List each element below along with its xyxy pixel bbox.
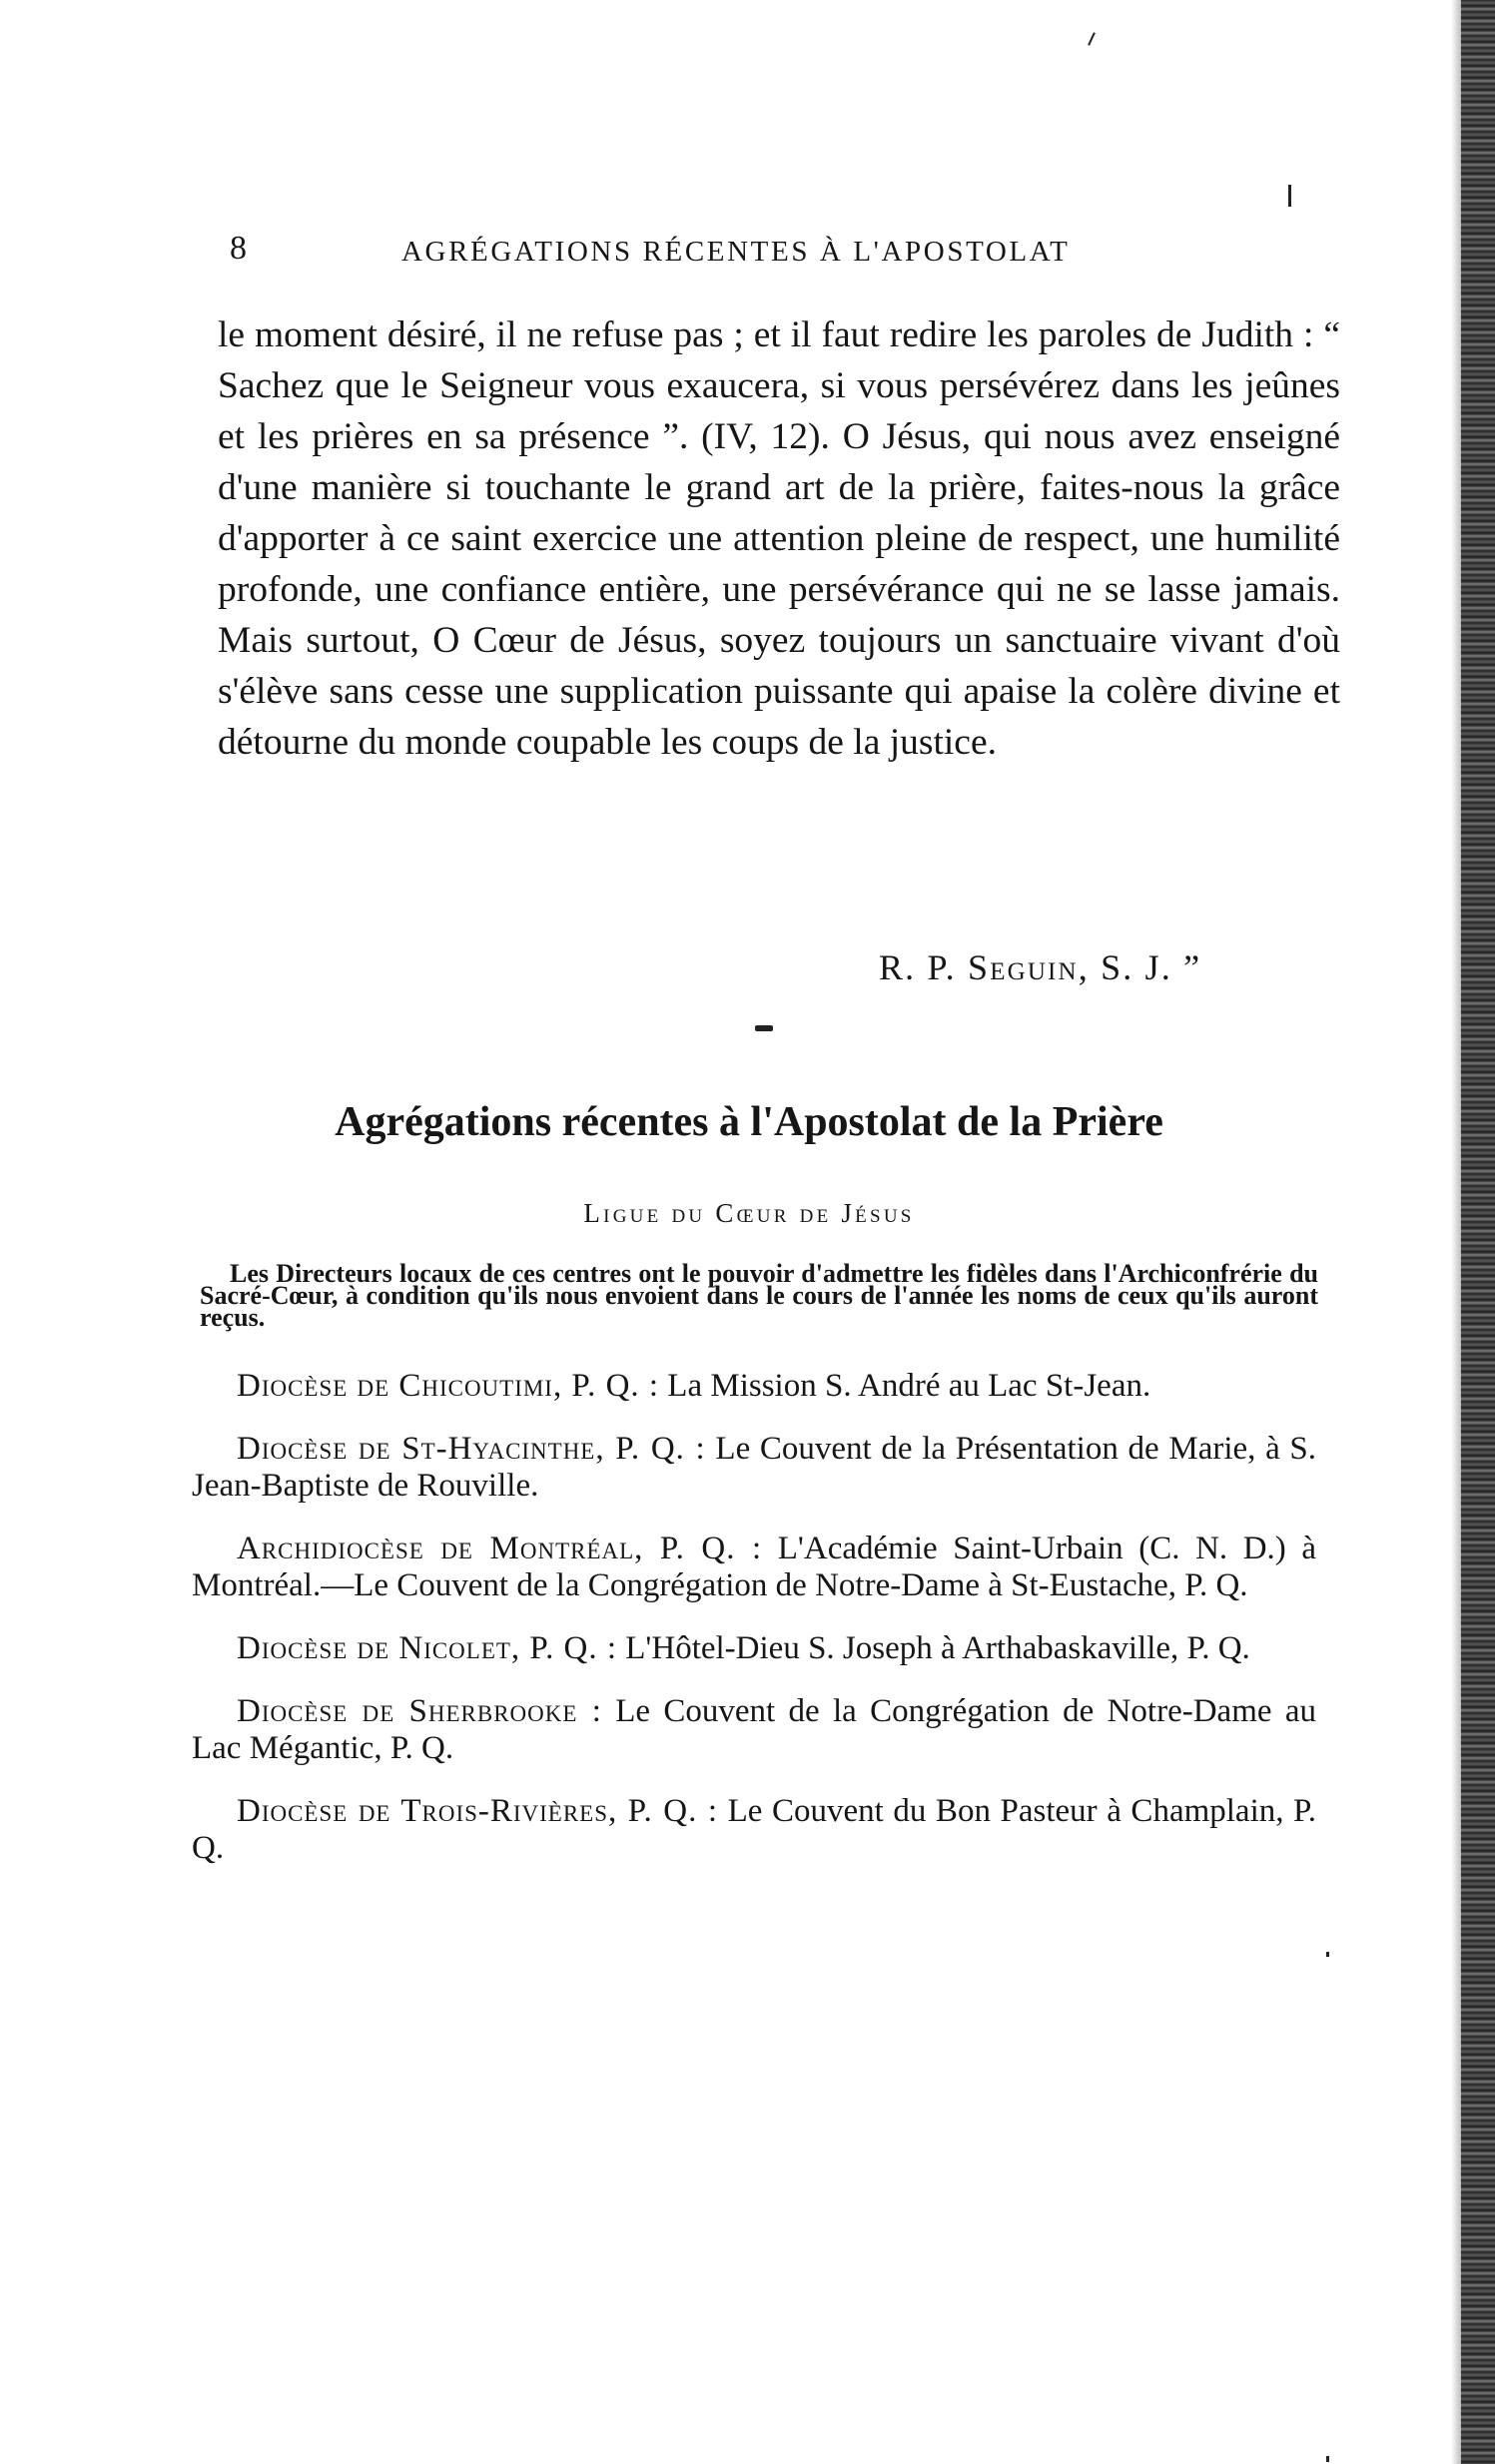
section-intro: Les Directeurs locaux de ces centres ont le pouvoir d'admettre les fidèles dans l'Archiconfrérie du Sacré-Cœur, à condition qu'ils nous envoient dans le cours de l'année les noms de ceux qu'ils auront reçus. xyxy=(200,1259,1318,1332)
page-number: 8 xyxy=(230,230,247,267)
ink-speck xyxy=(1288,185,1291,207)
section-title: Agrégations récentes à l'Apostolat de la Prière xyxy=(335,1099,1163,1145)
section-subtitle: Ligue du Cœur de Jésus xyxy=(583,1198,915,1228)
entry-text: Le Couvent de la Congrégation de Notre-Dame au Lac Mégantic, P. Q. xyxy=(192,1693,1317,1766)
ink-speck xyxy=(1326,1952,1329,1957)
list-item xyxy=(192,1793,1316,1867)
aggregation-list xyxy=(192,1368,1316,1893)
article-signature xyxy=(879,946,1328,988)
entry-text: L'Hôtel-Dieu S. Joseph à Arthabaskaville, P. Q. xyxy=(617,1630,1250,1666)
diocese-name: Diocèse de Trois-Rivières, P. Q. : xyxy=(237,1793,719,1829)
diocese-name: Diocèse de Nicolet, P. Q. : xyxy=(237,1630,618,1666)
section-divider xyxy=(755,1025,773,1031)
list-item xyxy=(192,1531,1316,1604)
diocese-name: Diocèse de Sherbrooke : xyxy=(237,1693,602,1729)
running-head: AGRÉGATIONS RÉCENTES À L'APOSTOLAT xyxy=(401,236,1071,268)
entry-text: L'Académie Saint-Urbain (C. N. D.) à Montréal.—Le Couvent de la Congrégation de Notre-Dame à St-Eustache, P. Q. xyxy=(192,1531,1317,1603)
binding-shadow xyxy=(1451,0,1461,2464)
entry-text: La Mission S. André au Lac St-Jean. xyxy=(659,1368,1151,1404)
list-item xyxy=(192,1431,1316,1505)
ink-speck xyxy=(1326,2456,1329,2462)
list-item xyxy=(192,1630,1316,1667)
entry-text: Le Couvent de la Présentation de Marie, à S. Jean-Baptiste de Rouville. xyxy=(192,1431,1317,1504)
continued-article-text xyxy=(218,309,1340,768)
article-paragraph: le moment désiré, il ne refuse pas ; et il faut redire les paroles de Judith : “ Sachez que le Seigneur vous exaucera, si vous persévérez dans les jeûnes et les prières en sa présence ”. (IV, 12). O Jésus, qui nous avez enseigné d'une manière si touchante le grand art de la prière, faites-nous la grâce d'apporter à ce saint exercice une attention pleine de respect, une humilité profonde, une confiance entière, une persévérance qui ne se lasse jamais. Mais surtout, O Cœur de Jésus, soyez toujours un sanctuaire vivant d'où s'élève sans cesse une supplication puissante qui apaise la colère divine et détourne du monde coupable les coups de la justice. xyxy=(218,314,1340,763)
signature-suffix: , S. J. ” xyxy=(1078,947,1202,987)
signature-name: Seguin xyxy=(968,947,1079,987)
diocese-name: Archidiocèse de Montréal, P. Q. : xyxy=(237,1531,763,1566)
signature-prefix: R. P. xyxy=(879,947,969,987)
list-item xyxy=(192,1693,1316,1767)
diocese-name: Diocèse de Chicoutimi, P. Q. : xyxy=(237,1368,660,1404)
entry-text: Le Couvent du Bon Pasteur à Champlain, P. Q. xyxy=(192,1793,1316,1866)
book-binding-edge xyxy=(1461,0,1495,2464)
list-item xyxy=(192,1368,1316,1405)
ink-speck xyxy=(1088,32,1096,46)
diocese-name: Diocèse de St-Hyacinthe, P. Q. : xyxy=(237,1431,706,1467)
